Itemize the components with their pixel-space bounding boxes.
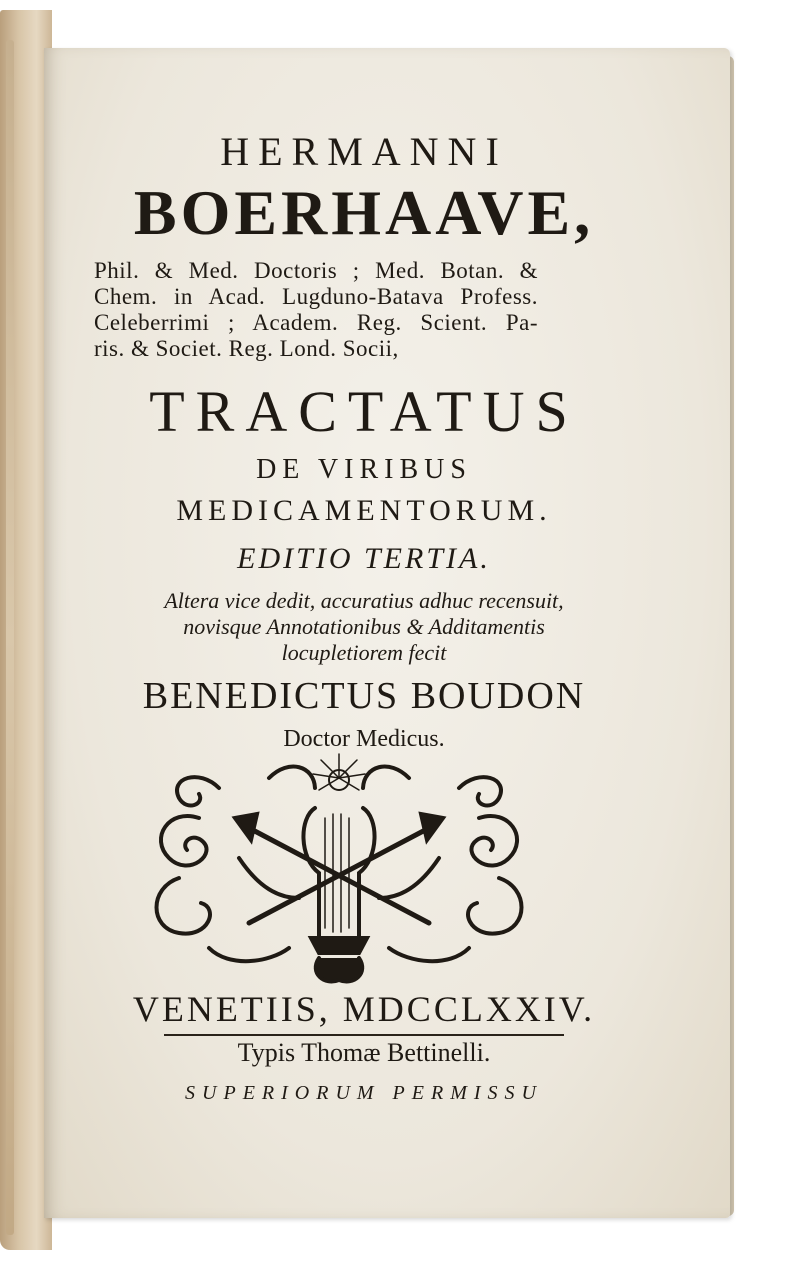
- author-last-name: BOERHAAVE,: [133, 177, 595, 248]
- credentials-line-3: Celeberrimi ; Academ. Reg. Scient. Pa-: [94, 310, 538, 335]
- editorial-note-line-1: Altera vice dedit, accuratius adhuc recensuit,: [164, 588, 564, 613]
- editorial-note-line-2: novisque Annotationibus & Additamentis: [183, 614, 545, 639]
- book-subtitle-1: DE VIRIBUS: [256, 454, 472, 485]
- book-subtitle-2: MEDICAMENTORUM.: [176, 494, 552, 527]
- credentials-line-1: Phil. & Med. Doctoris ; Med. Botan. &: [94, 258, 538, 283]
- credentials-line-2: Chem. in Acad. Lugduno-Batava Profess.: [94, 284, 538, 309]
- author-first-name: HERMANNI: [220, 129, 508, 174]
- title-page: [44, 48, 730, 1218]
- title-page-content: [44, 48, 730, 1218]
- imprint-rule: [164, 1034, 564, 1036]
- imprint-permission: SUPERIORUM PERMISSU: [185, 1082, 543, 1104]
- imprint-city-year: VENETIIS, MDCCLXXIV.: [132, 989, 596, 1029]
- imprint-printer: Typis Thomæ Bettinelli.: [237, 1038, 491, 1067]
- lyre-trumpets-ornament-icon: [139, 748, 539, 988]
- editor-title: Doctor Medicus.: [283, 726, 445, 752]
- book-title: TRACTATUS: [149, 379, 579, 444]
- credentials-line-4: ris. & Societ. Reg. Lond. Socii,: [94, 336, 399, 361]
- edition-statement: EDITIO TERTIA.: [237, 542, 491, 575]
- spine-edge: [6, 40, 14, 1235]
- editor-name: BENEDICTUS BOUDON: [142, 675, 586, 717]
- editorial-note-line-3: locupletiorem fecit: [281, 640, 447, 665]
